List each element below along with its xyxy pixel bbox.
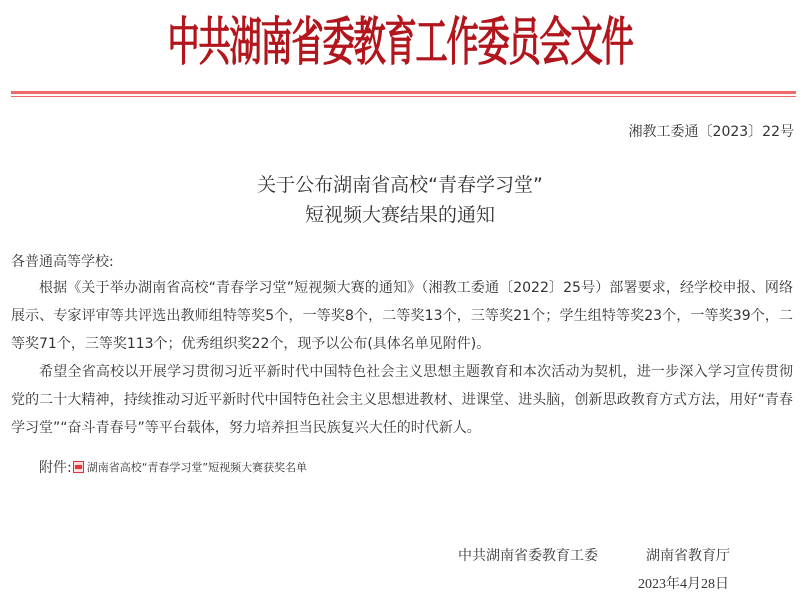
body-paragraph-results: 根据《关于举办湖南省高校“青春学习堂”短视频大赛的通知》（湘教工委通〔2022〕25号）部署要求，经学校申报、网络展示、专家评审等共评选出教师组特等奖5个，一等奖8个，二等奖13个，三等奖21个；学生组特等奖23个，一等奖39个，二等奖71个，三等奖113个；优秀组织奖22个，现予以公布(具体名单见附件)。 [11, 280, 793, 352]
masthead-red-rule-thin [11, 96, 796, 97]
document-masthead: 中共湖南省委教育工作委员会文件 [167, 12, 633, 73]
attachment-link[interactable]: 湖南省高校“青春学习堂”短视频大赛获奖名单 [86, 461, 308, 474]
notice-title-line2: 短视频大赛结果的通知 [304, 204, 495, 226]
signature-org-party-committee: 中共湖南省委教育工委 [458, 548, 598, 564]
salutation: 各普通高等学校: [11, 254, 114, 270]
body-paragraph-expectations: 希望全省高校以开展学习贯彻习近平新时代中国特色社会主义思想主题教育和本次活动为契机，进一步深入学习宣传贯彻党的二十大精神，持续推动习近平新时代中国特色社会主义思想进教材、进课堂、进头脑，创新思政教育方式方法，用好“青春学习堂”“奋斗青春号”等平台载体，努力培养担当民族复兴大任的时代新人。 [11, 364, 793, 436]
attachment-row [39, 457, 307, 477]
signature-org-education-dept: 湖南省教育厅 [646, 548, 730, 564]
notice-title-line1: 关于公布湖南省高校“青春学习堂” [257, 174, 543, 196]
pdf-file-icon[interactable] [73, 461, 84, 473]
signature-date: 2023年4月28日 [638, 577, 729, 592]
masthead-red-rule-thick [11, 91, 796, 94]
attachment-label: 附件: [39, 460, 72, 476]
document-number: 湘教工委通〔2023〕22号 [628, 124, 794, 140]
